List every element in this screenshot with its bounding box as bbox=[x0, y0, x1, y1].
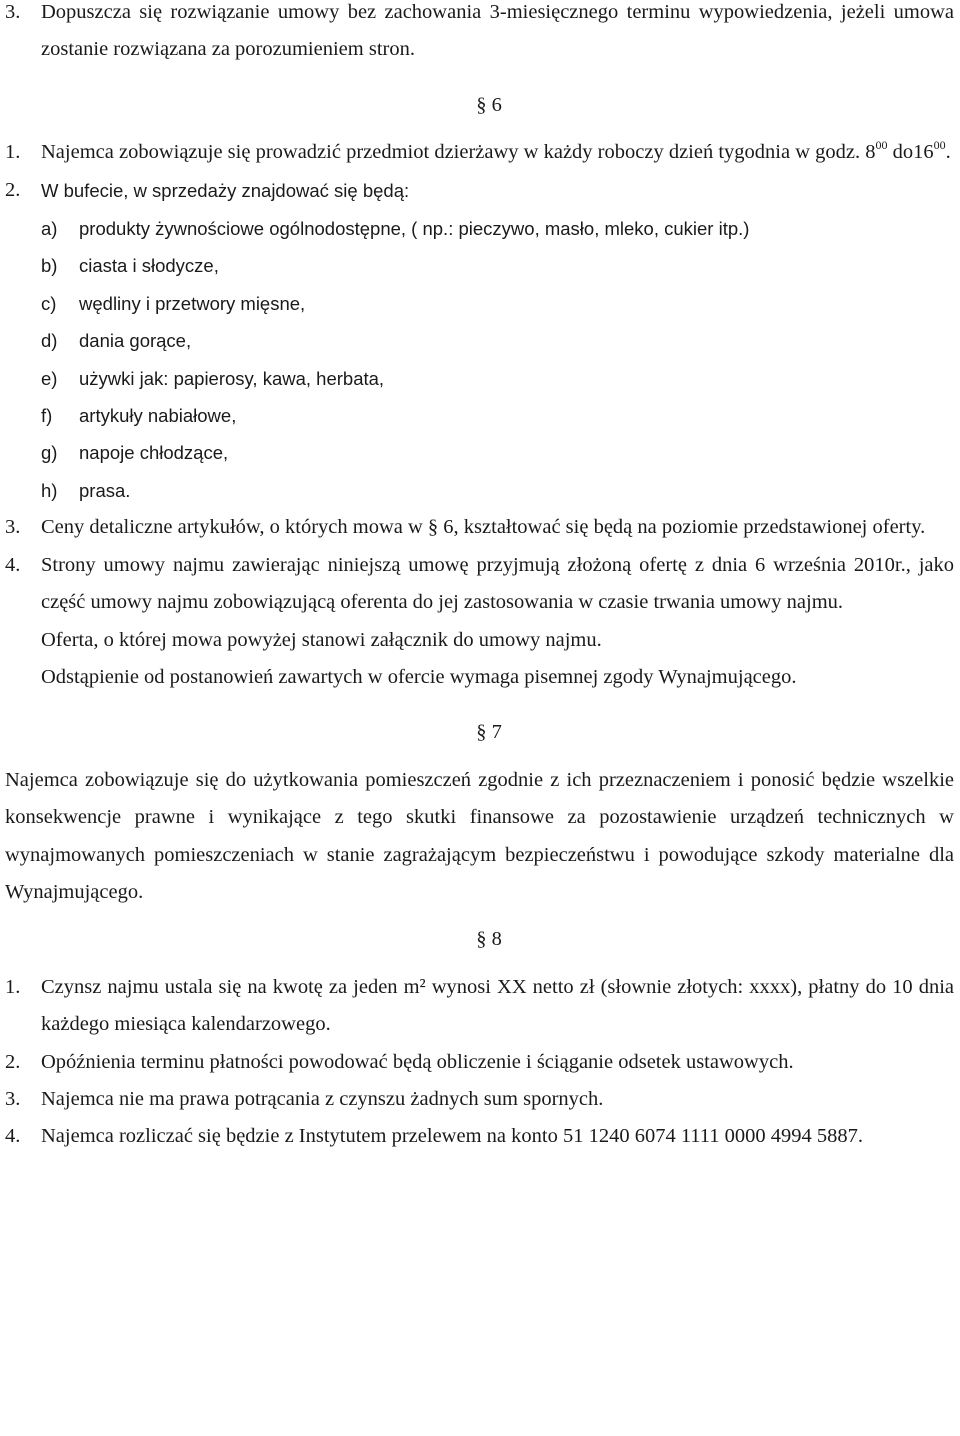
subitem bbox=[0, 360, 960, 397]
subitem-text: dania gorące, bbox=[79, 330, 192, 352]
section-mark-7: § 7 bbox=[476, 721, 502, 744]
section-mark-8: § 8 bbox=[476, 928, 502, 951]
item-number: 1. bbox=[5, 975, 21, 998]
item-text: Czynsz najmu ustala się na kwotę za jeden m² wynosi XX netto zł (słownie złotych: xxxx), płatny do 10 dnia każdego miesiąca kalendarzowego. bbox=[41, 975, 954, 1036]
item-text: Najemca zobowiązuje się prowadzić przedmiot dzierżawy w każdy roboczy dzień tygodnia w godz. 8 bbox=[41, 141, 876, 164]
subitem-text: prasa. bbox=[79, 479, 131, 501]
item-number: 1. bbox=[5, 141, 21, 164]
superscript: 00 bbox=[875, 138, 888, 153]
item-text: W bufecie, w sprzedaży znajdować się będą: bbox=[41, 179, 410, 201]
subitem-letter: a) bbox=[41, 218, 58, 240]
item-number: 2. bbox=[5, 178, 21, 201]
item-text: Najemca rozliczać się będzie z Instytutem przelewem na konto 51 1240 6074 1111 0000 4994 5887. bbox=[41, 1125, 864, 1148]
subitem-text: artykuły nabiałowe, bbox=[79, 405, 237, 427]
subitem-letter: e) bbox=[41, 367, 58, 389]
s6-item-4 bbox=[0, 547, 960, 622]
item-number: 3. bbox=[5, 516, 21, 539]
subitem bbox=[0, 472, 960, 509]
item-text: do16 bbox=[887, 141, 934, 164]
s6-item-1 bbox=[0, 134, 960, 171]
item-text: Ceny detaliczne artykułów, o których mowa w § 6, kształtować się będą na poziomie przedstawionej oferty. bbox=[41, 516, 926, 539]
item-text: Najemca nie ma prawa potrącania z czynszu żadnych sum spornych. bbox=[41, 1087, 604, 1110]
subitem-letter: c) bbox=[41, 292, 57, 314]
superscript: 00 bbox=[933, 138, 946, 153]
subitem-letter: f) bbox=[41, 405, 53, 427]
section-mark-6: § 6 bbox=[476, 93, 502, 116]
subitem-text: napoje chłodzące, bbox=[79, 442, 229, 464]
subitem bbox=[0, 247, 960, 284]
subitem-text: ciasta i słodycze, bbox=[79, 255, 219, 277]
item-number: 3. bbox=[5, 1087, 21, 1110]
subitem-letter: g) bbox=[41, 442, 58, 464]
s8-item-2 bbox=[0, 1044, 960, 1081]
subitem-letter: b) bbox=[41, 255, 58, 277]
subitem-letter: d) bbox=[41, 330, 58, 352]
s8-item-3 bbox=[0, 1081, 960, 1118]
subitem-text: używki jak: papierosy, kawa, herbata, bbox=[79, 367, 385, 389]
subitem bbox=[0, 322, 960, 359]
item-text: Strony umowy najmu zawierając niniejszą umowę przyjmują złożoną ofertę z dnia 6 września 2010r., jako część umowy najmu zobowiązującą oferenta do jej zastosowania w czasie trwania umowy najmu. bbox=[41, 553, 954, 614]
item-text: . bbox=[945, 141, 951, 164]
subitem-text: wędliny i przetwory mięsne, bbox=[79, 292, 306, 314]
item-text: Opóźnienia terminu płatności powodować będą obliczenie i ściąganie odsetek ustawowych. bbox=[41, 1050, 794, 1073]
s6-item-4-continuation: Oferta, o której mowa powyżej stanowi załącznik do umowy najmu. bbox=[41, 628, 602, 651]
item-number: 3. bbox=[5, 1, 21, 23]
s8-item-4 bbox=[0, 1118, 960, 1155]
s8-item-1 bbox=[0, 969, 960, 1044]
s7-paragraph: Najemca zobowiązuje się do użytkowania pomieszczeń zgodnie z ich przeznaczeniem i ponosić będzie wszelkie konsekwencje prawne i wynikające z tego skutki finansowe za pozostawienie urządzeń technicznych w wynajmowanych pomieszczeniach w stanie zagrażającym bezpieczeństwu i powodujące szkody materialne dla Wynajmującego. bbox=[5, 768, 954, 903]
s6-item-4-continuation: Odstąpienie od postanowień zawartych w ofercie wymaga pisemnej zgody Wynajmującego. bbox=[41, 665, 797, 688]
item-number: 2. bbox=[5, 1050, 21, 1073]
subitem bbox=[0, 397, 960, 434]
subitem bbox=[0, 210, 960, 247]
s6-item-3 bbox=[0, 509, 960, 546]
subitem-text: produkty żywnościowe ogólnodostępne, ( np.: pieczywo, masło, mleko, cukier itp.) bbox=[79, 218, 750, 240]
item-text: Dopuszcza się rozwiązanie umowy bez zachowania 3-miesięcznego terminu wypowiedzenia, jeżeli umowa zostanie rozwiązana za porozumieniem stron. bbox=[41, 1, 954, 61]
item-number: 4. bbox=[5, 553, 21, 576]
item-number: 4. bbox=[5, 1125, 21, 1148]
subitem bbox=[0, 434, 960, 471]
subitem bbox=[0, 285, 960, 322]
subitem-letter: h) bbox=[41, 479, 58, 501]
s5-item-3 bbox=[0, 0, 960, 69]
s6-item-2 bbox=[0, 172, 960, 210]
